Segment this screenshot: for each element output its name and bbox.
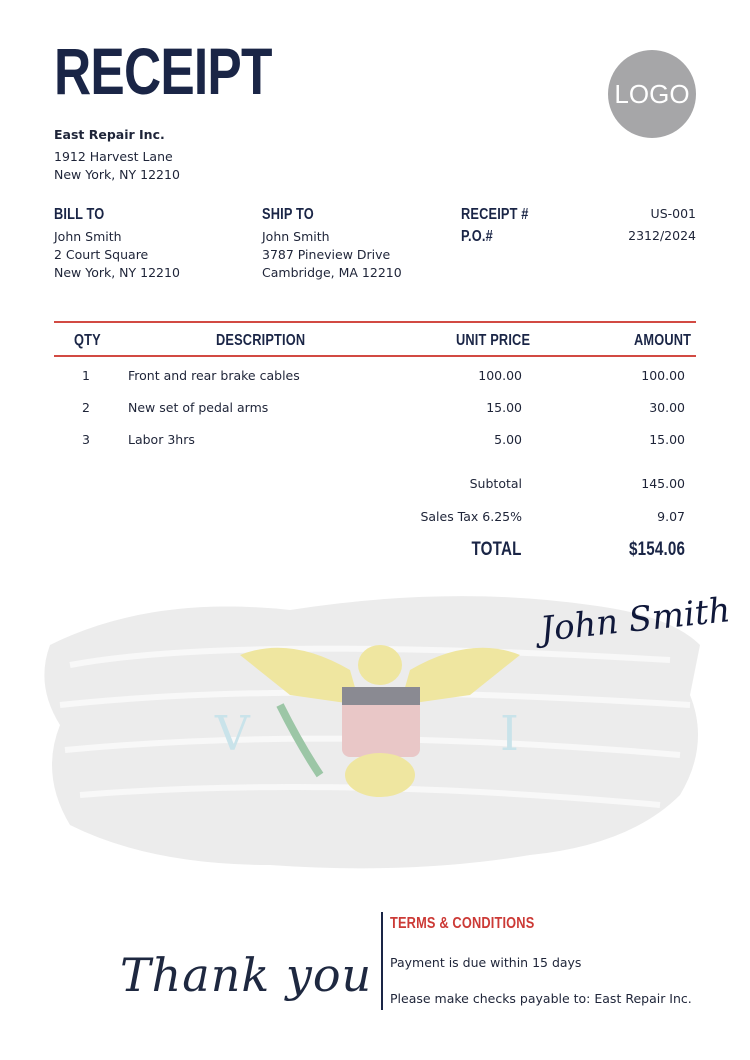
ship-to-heading: SHIP TO — [262, 206, 314, 223]
bill-to-line1: 2 Court Square — [54, 247, 149, 262]
receipt-number-label: RECEIPT # — [461, 206, 529, 223]
company-address-line2: New York, NY 12210 — [54, 167, 180, 182]
subtotal-value: 145.00 — [641, 476, 685, 491]
svg-text:V: V — [215, 706, 250, 762]
ship-to-name: John Smith — [262, 229, 330, 244]
total-value: $154.06 — [628, 539, 685, 560]
thank-you-text: Thank you — [120, 948, 373, 1002]
terms-heading: TERMS & CONDITIONS — [390, 915, 535, 932]
page-title: RECEIPT — [54, 34, 272, 108]
col-description-header: DESCRIPTION — [216, 332, 306, 349]
subtotal-label: Subtotal — [469, 476, 522, 491]
table-header-rule — [54, 355, 696, 357]
table-top-rule — [54, 321, 696, 323]
po-number-value: 2312/2024 — [628, 228, 696, 243]
row-unit-price: 15.00 — [486, 400, 522, 415]
row-qty: 3 — [82, 432, 90, 447]
terms-line2: Please make checks payable to: East Repair Inc. — [390, 991, 692, 1006]
logo: LOGO — [608, 50, 696, 138]
footer-divider — [381, 912, 383, 1010]
total-label: TOTAL — [471, 539, 522, 560]
row-amount: 30.00 — [649, 400, 685, 415]
total-label-wrap — [360, 539, 522, 561]
row-amount: 100.00 — [641, 368, 685, 383]
row-description: Labor 3hrs — [128, 432, 195, 447]
company-name: East Repair Inc. — [54, 127, 165, 142]
bill-to-heading: BILL TO — [54, 206, 105, 223]
company-address-line1: 1912 Harvest Lane — [54, 149, 173, 164]
total-value-wrap — [560, 539, 685, 561]
row-qty: 2 — [82, 400, 90, 415]
sales-tax-value: 9.07 — [657, 509, 685, 524]
ship-to-line1: 3787 Pineview Drive — [262, 247, 391, 262]
terms-line1: Payment is due within 15 days — [390, 955, 582, 970]
row-unit-price: 5.00 — [494, 432, 522, 447]
col-qty-header: QTY — [74, 332, 101, 349]
sales-tax-label: Sales Tax 6.25% — [420, 509, 522, 524]
svg-text:I: I — [500, 706, 519, 762]
row-qty: 1 — [82, 368, 90, 383]
bill-to-line2: New York, NY 12210 — [54, 265, 180, 280]
ship-to-line2: Cambridge, MA 12210 — [262, 265, 402, 280]
col-unit-price-header: UNIT PRICE — [456, 332, 531, 349]
receipt-number-value: US-001 — [650, 206, 696, 221]
row-unit-price: 100.00 — [478, 368, 522, 383]
signature: John Smith — [538, 590, 733, 650]
row-description: New set of pedal arms — [128, 400, 269, 415]
bill-to-name: John Smith — [54, 229, 122, 244]
row-amount: 15.00 — [649, 432, 685, 447]
col-amount-header: AMOUNT — [634, 332, 692, 349]
po-number-label: P.O.# — [461, 228, 493, 245]
row-description: Front and rear brake cables — [128, 368, 300, 383]
